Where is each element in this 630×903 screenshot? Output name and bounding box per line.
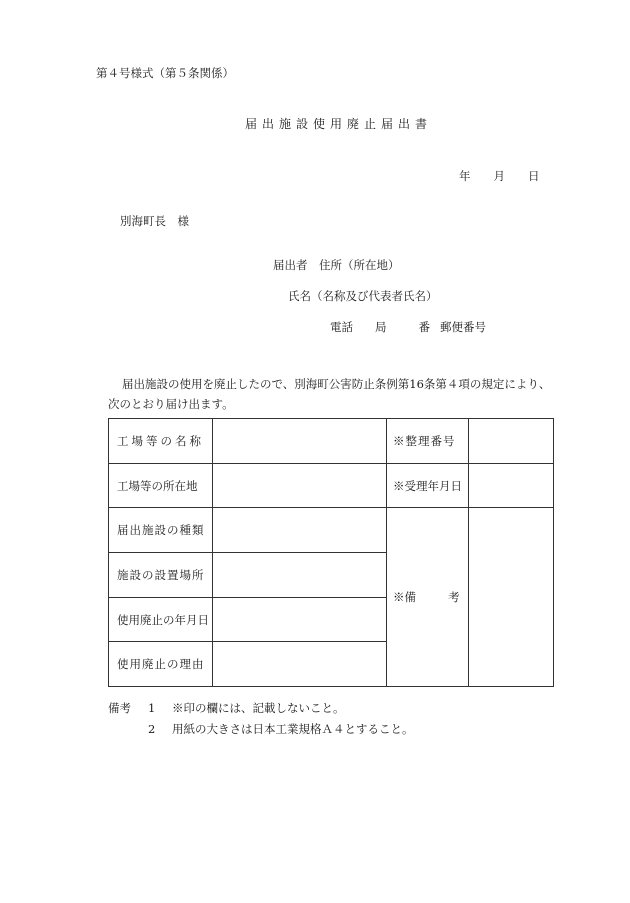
note-number: 1: [148, 701, 156, 715]
input-facility-type[interactable]: [213, 508, 387, 553]
row-label-factory-name: 工場等の名称: [109, 419, 213, 464]
input-abolition-date[interactable]: [213, 598, 387, 642]
recipient: 別海町長 様: [120, 214, 189, 228]
phone-number: 番: [418, 320, 430, 334]
form-number: 第４号様式（第５条関係）: [96, 66, 234, 80]
date-month: 月: [493, 169, 505, 183]
phone-bureau: 局: [375, 320, 387, 334]
row-label-factory-location: 工場等の所在地: [109, 464, 213, 508]
table-row: [109, 419, 554, 464]
receipt-date-value[interactable]: [468, 464, 553, 508]
applicant-name-label: 氏名（名称及び代表者氏名）: [288, 289, 438, 303]
notification-table: [108, 418, 554, 687]
receipt-date-label: ※受理年月日: [387, 464, 469, 508]
row-label-facility-type: 届出施設の種類: [109, 508, 213, 553]
phone-label: 電話: [330, 320, 353, 334]
remarks-mark: ※備: [393, 590, 416, 604]
row-label-abolition-date: 使用廃止の年月日: [109, 598, 213, 642]
ref-number-value[interactable]: [468, 419, 553, 464]
input-factory-name[interactable]: [213, 419, 387, 464]
row-label-installation-site: 施設の設置場所: [109, 553, 213, 598]
remarks-value[interactable]: [468, 508, 553, 687]
body-text: 届出施設の使用を廃止したので、別海町公害防止条例第16条第４項の規定により、次のとおり届け出ます。: [108, 377, 551, 411]
date-line: [459, 171, 540, 183]
remarks-char: 考: [448, 590, 460, 604]
table-row: [109, 508, 554, 553]
ref-number-label: ※整理番号: [387, 419, 469, 464]
notes: [108, 698, 414, 740]
note-text: 用紙の大きさは日本工業規格Ａ４とすること。: [172, 722, 414, 736]
date-day: 日: [528, 169, 540, 183]
note-row: [108, 719, 414, 740]
remarks-label: [387, 508, 469, 687]
input-abolition-reason[interactable]: [213, 642, 387, 687]
row-label-abolition-reason: 使用廃止の理由: [109, 642, 213, 687]
table-row: [109, 464, 554, 508]
postal-code-label: 郵便番号: [440, 320, 486, 334]
document-title: 届出施設使用廃止届出書: [245, 117, 433, 131]
phone-line: [330, 322, 486, 334]
note-row: [108, 698, 414, 719]
applicant-address-label: 届出者 住所（所在地）: [273, 258, 400, 272]
notes-heading: 備考: [108, 701, 131, 715]
date-year: 年: [459, 169, 471, 183]
note-number: 2: [148, 722, 156, 736]
input-factory-location[interactable]: [213, 464, 387, 508]
note-text: ※印の欄には、記載しないこと。: [172, 701, 345, 715]
input-installation-site[interactable]: [213, 553, 387, 598]
